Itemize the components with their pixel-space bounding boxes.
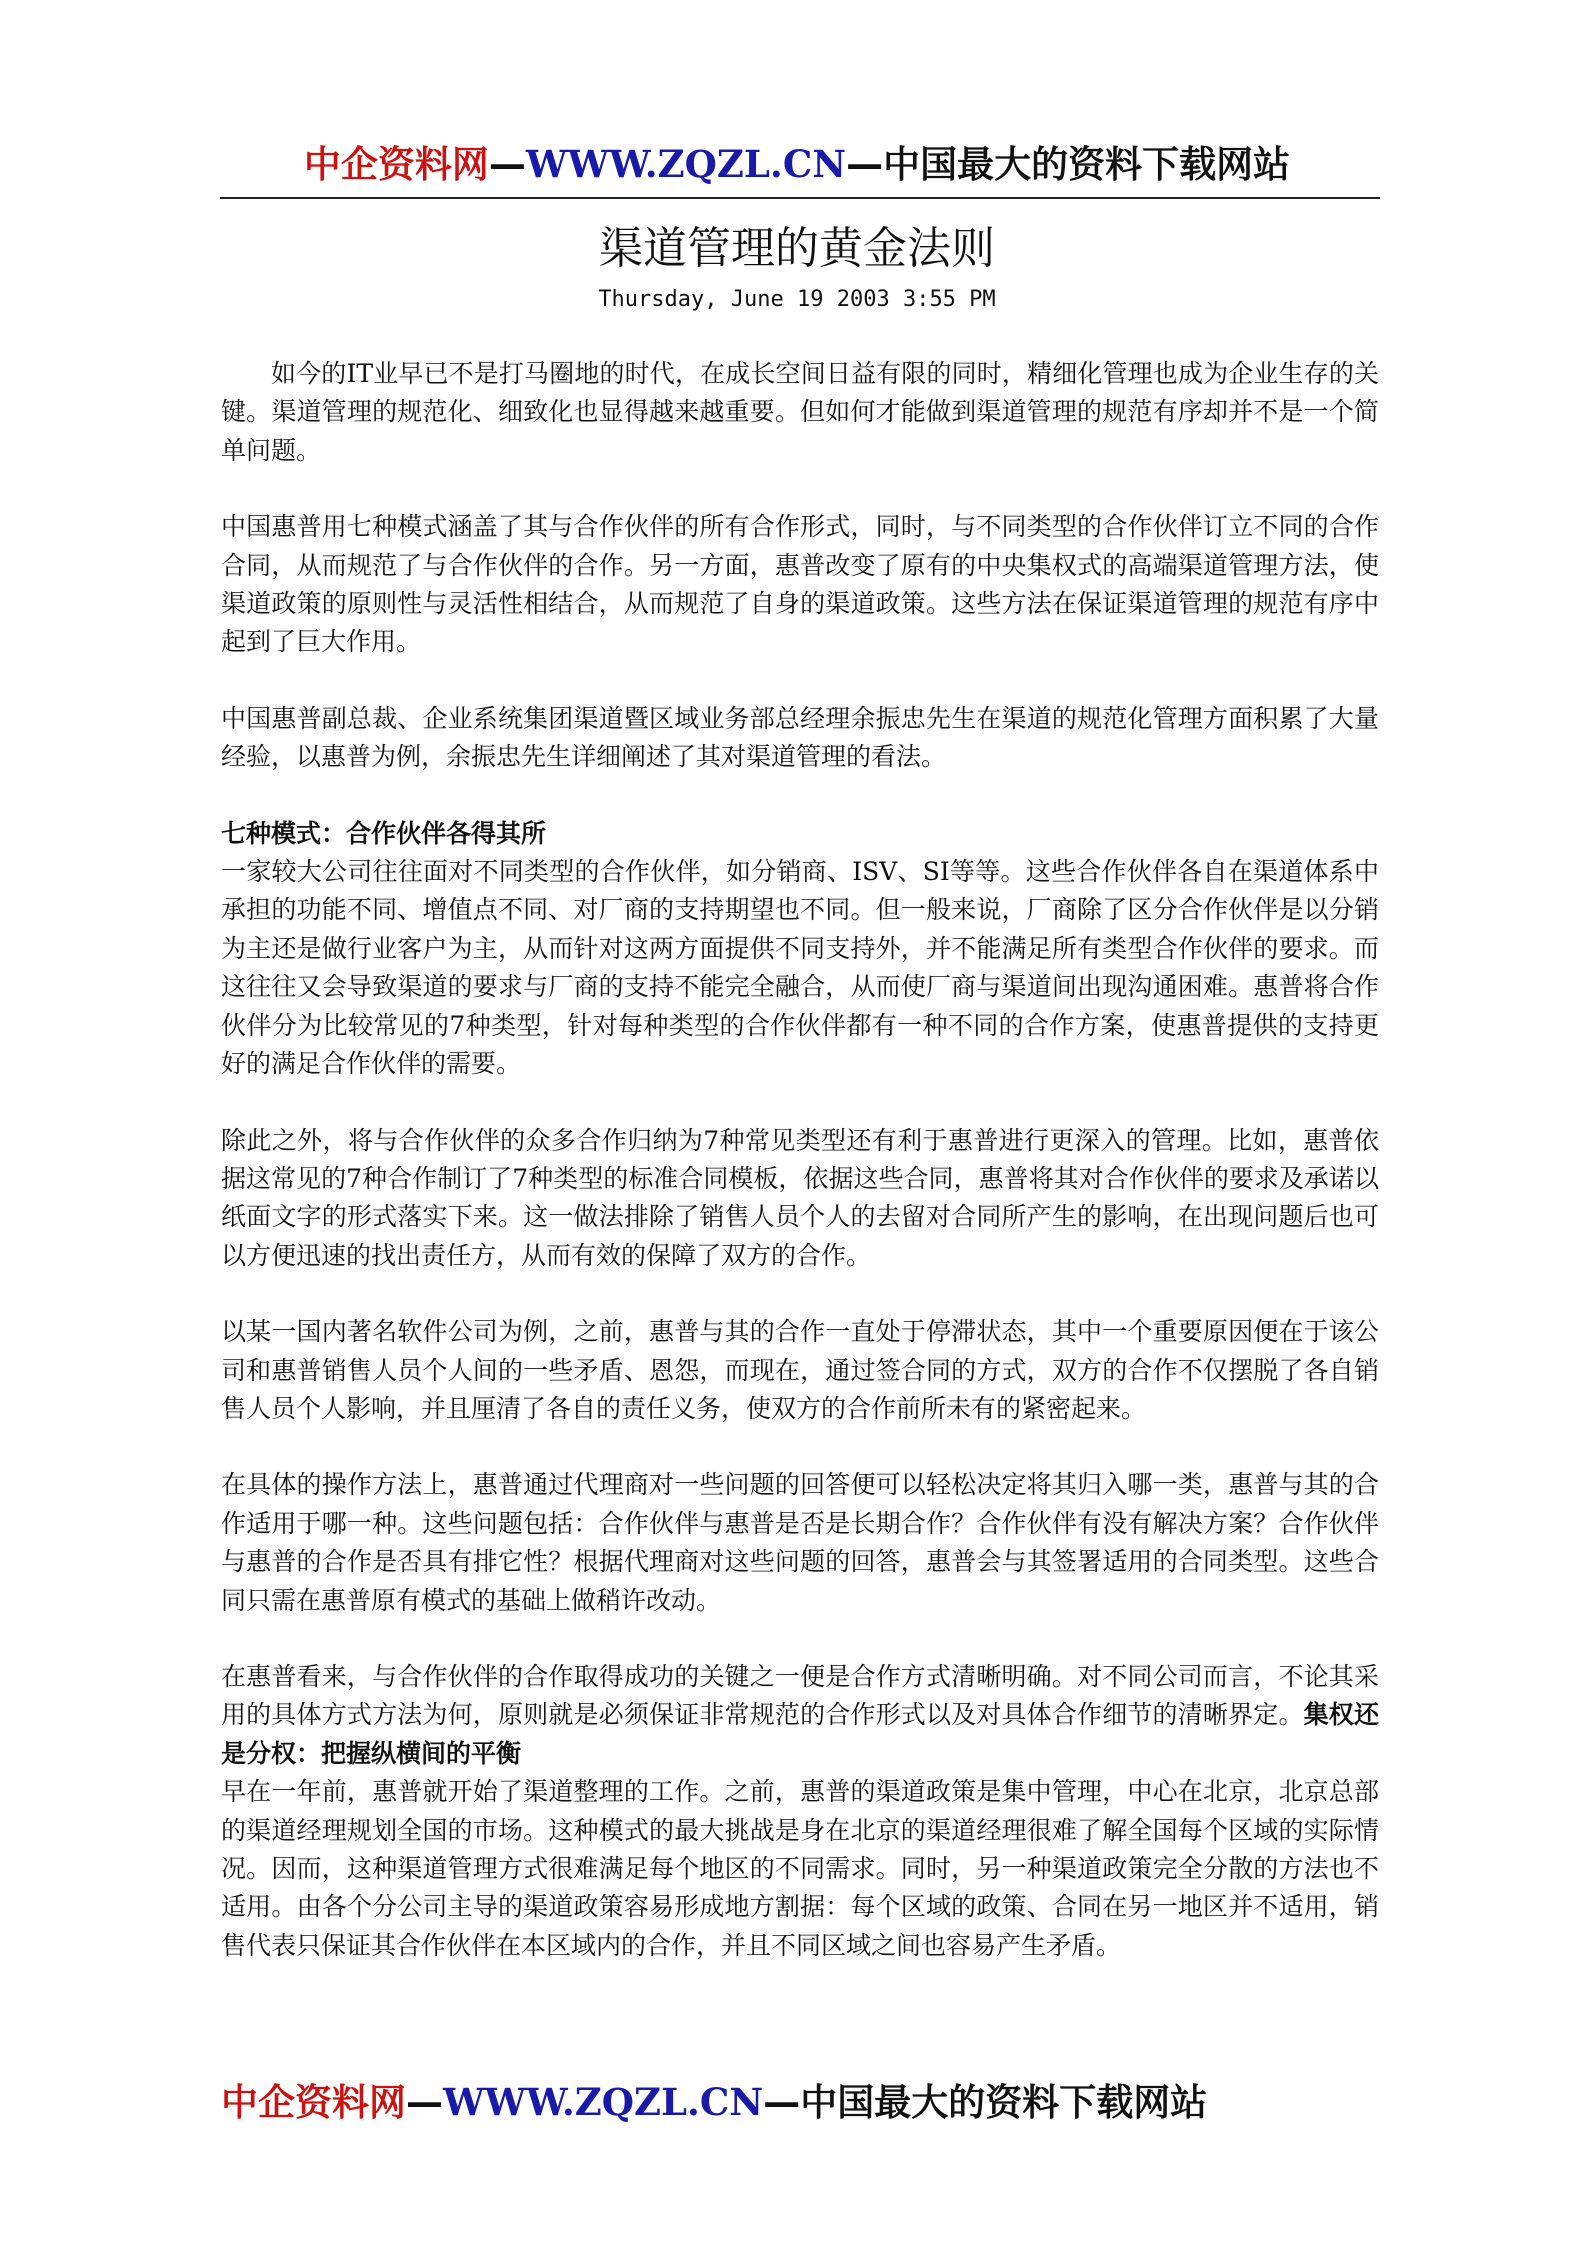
paragraph: 一家较大公司往往面对不同类型的合作伙伴，如分销商、ISV、SI等等。这些合作伙伴各自在渠道体系中承担的功能不同、增值点不同、对厂商的支持期望也不同。但一般来说，厂商除了区分合作伙伴是以分销为主还是做行业客户为主，从而针对这两方面提供不同支持外，并不能满足所有类型合作伙伴的要求。而这往往又会导致渠道的要求与厂商的支持不能完全融合，从而使厂商与渠道间出现沟通困难。惠普将合作伙伴分为比较常见的7种类型，针对每种类型的合作伙伴都有一种不同的合作方案，使惠普提供的支持更好的满足合作伙伴的需要。 [221,857,1379,1079]
banner-dash: — [406,2081,443,2124]
banner-dash: — [488,143,526,186]
article-body [221,355,1379,1965]
banner-dash: — [763,2081,801,2124]
paragraph [221,1658,1379,1773]
banner-site-name: 中企资料网 [221,2081,406,2124]
header-banner [0,134,1594,188]
paragraph: 中国惠普副总裁、企业系统集团渠道暨区域业务部总经理余振忠先生在渠道的规范化管理方面积累了大量经验，以惠普为例，余振忠先生详细阐述了其对渠道管理的看法。 [221,703,1379,772]
paragraph-text: 在惠普看来，与合作伙伴的合作取得成功的关键之一便是合作方式清晰明确。对不同公司而言，不论其采用的具体方式方法为何，原则就是必须保证非常规范的合作形式以及对具体合作细节的清晰界定。 [221,1661,1379,1730]
paragraph: 除此之外，将与合作伙伴的众多合作归纳为7种常见类型还有利于惠普进行更深入的管理。比如，惠普依据这常见的7种合作制订了7种类型的标准合同模板，依据这些合同，惠普将其对合作伙伴的要求及承诺以纸面文字的形式落实下来。这一做法排除了销售人员个人的去留对合同所产生的影响，在出现问题后也可以方便迅速的找出责任方，从而有效的保障了双方的合作。 [221,1125,1379,1270]
banner-site-url[interactable]: WWW.ZQZL.CN [525,142,847,186]
footer-banner [221,2072,1207,2126]
banner-dash: — [846,143,884,186]
header-rule [220,197,1380,199]
section-heading: 集权还是分权：把握纵横间的平衡 [221,1700,1379,1768]
paragraph: 中国惠普用七种模式涵盖了其与合作伙伴的所有合作形式，同时，与不同类型的合作伙伴订立不同的合作合同，从而规范了与合作伙伴的合作。另一方面，惠普改变了原有的中央集权式的高端渠道管理方法，使渠道政策的原则性与灵活性相结合，从而规范了自身的渠道政策。这些方法在保证渠道管理的规范有序中起到了巨大作用。 [221,512,1379,657]
banner-site-name: 中企资料网 [303,143,489,186]
banner-tagline: 中国最大的资料下载网站 [800,2081,1208,2124]
paragraph: 在具体的操作方法上，惠普通过代理商对一些问题的回答便可以轻松决定将其归入哪一类，惠普与其的合作适用于哪一种。这些问题包括：合作伙伴与惠普是否是长期合作？合作伙伴有没有解决方案？合作伙伴与惠普的合作是否具有排它性？根据代理商对这些问题的回答，惠普会与其签署适用的合同类型。这些合同只需在惠普原有模式的基础上做稍许改动。 [221,1470,1379,1615]
article-title: 渠道管理的黄金法则 [599,223,995,274]
paragraph: 早在一年前，惠普就开始了渠道整理的工作。之前，惠普的渠道政策是集中管理，中心在北京，北京总部的渠道经理规划全国的市场。这种模式的最大挑战是身在北京的渠道经理很难了解全国每个区域的实际情况。因而，这种渠道管理方式很难满足每个地区的不同需求。同时，另一种渠道政策完全分散的方法也不适用。由各个分公司主导的渠道政策容易形成地方割据：每个区域的政策、合同在另一地区并不适用，销售代表只保证其合作伙伴在本区域内的合作，并且不同区域之间也容易产生矛盾。 [221,1777,1379,1960]
paragraph: 以某一国内著名软件公司为例，之前，惠普与其的合作一直处于停滞状态，其中一个重要原因便在于该公司和惠普销售人员个人间的一些矛盾、恩怨，而现在，通过签合同的方式，双方的合作不仅摆脱了各自销售人员个人影响，并且厘清了各自的责任义务，使双方的合作前所未有的紧密起来。 [221,1317,1379,1423]
paragraph: 如今的IT业早已不是打马圈地的时代，在成长空间日益有限的同时，精细化管理也成为企业生存的关键。渠道管理的规范化、细致化也显得越来越重要。但如何才能做到渠道管理的规范有序却并不是一个简单问题。 [221,359,1379,465]
article-date: Thursday, June 19 2003 3:55 PM [598,287,996,312]
section-heading: 七种模式：合作伙伴各得其所 [221,818,547,848]
banner-tagline: 中国最大的资料下载网站 [883,143,1291,186]
banner-site-url[interactable]: WWW.ZQZL.CN [443,2080,764,2124]
